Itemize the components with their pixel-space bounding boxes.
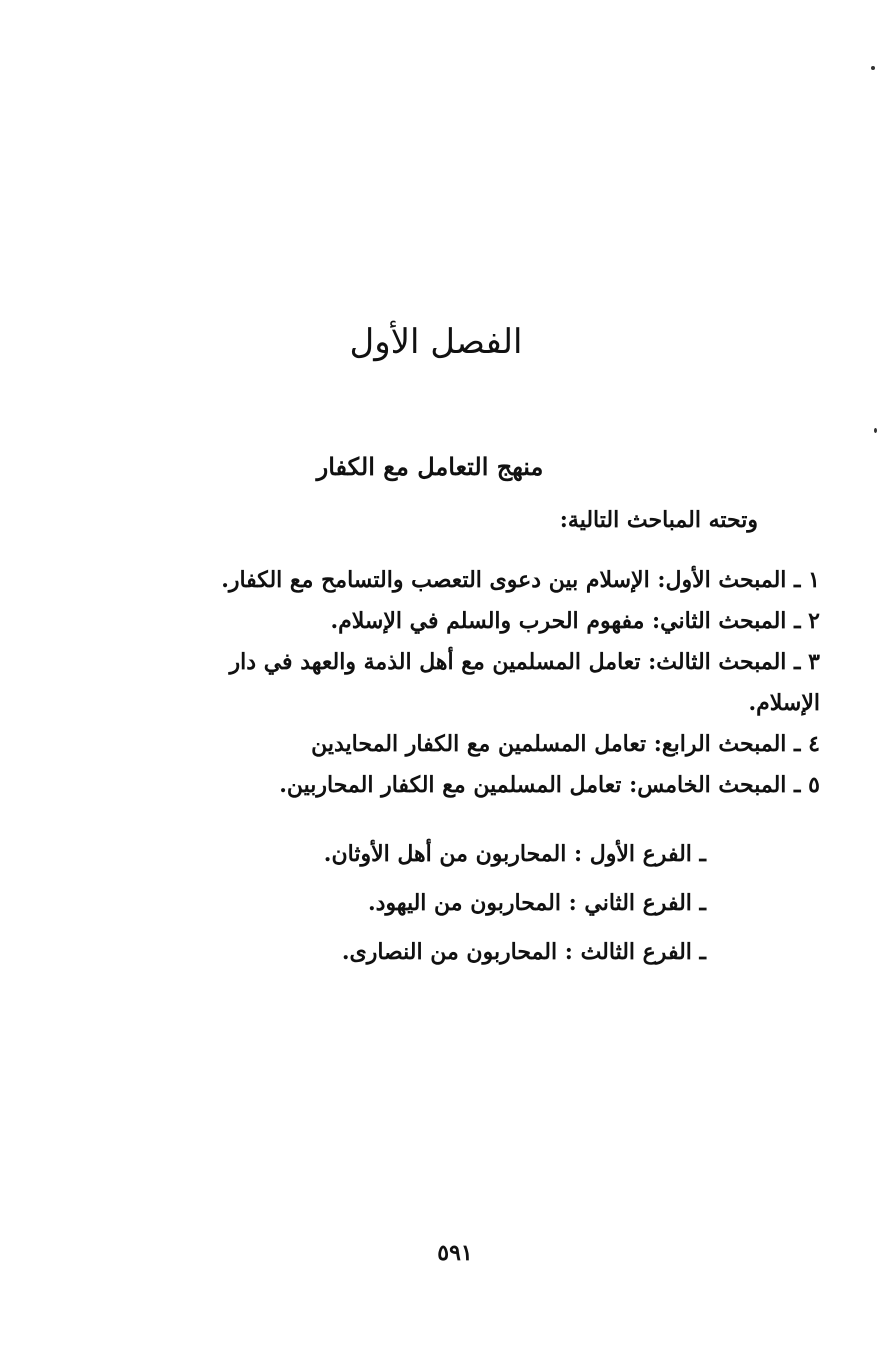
section-heading: منهج التعامل مع الكفار <box>316 452 544 481</box>
topic-item-3: ٣ ـ المبحث الثالث: تعامل المسلمين مع أهل الذمة والعهد في دار <box>229 649 820 675</box>
section-intro: وتحته المباحث التالية: <box>559 507 758 533</box>
topics-list <box>108 560 820 806</box>
chapter-title: الفصل الأول <box>349 322 523 362</box>
branch-item-3: ـ الفرع الثالث : المحاربون من النصارى. <box>341 939 706 965</box>
scan-speck <box>874 428 877 433</box>
topic-item-1: ١ ـ المبحث الأول: الإسلام بين دعوى التعصب والتسامح مع الكفار. <box>221 567 820 593</box>
branches-list <box>324 830 706 977</box>
topic-item-4: ٤ ـ المبحث الرابع: تعامل المسلمين مع الكفار المحايدين <box>311 731 820 757</box>
topic-item-3-continuation: الإسلام. <box>748 690 820 716</box>
scan-speck <box>871 66 875 70</box>
branch-item-1: ـ الفرع الأول : المحاربون من أهل الأوثان. <box>323 841 706 867</box>
page-number: ٥٩١ <box>437 1240 473 1266</box>
branch-item-2: ـ الفرع الثاني : المحاربون من اليهود. <box>367 890 706 916</box>
topic-item-2: ٢ ـ المبحث الثاني: مفهوم الحرب والسلم في الإسلام. <box>330 608 820 634</box>
topic-item-5: ٥ ـ المبحث الخامس: تعامل المسلمين مع الكفار المحاربين. <box>279 772 820 798</box>
